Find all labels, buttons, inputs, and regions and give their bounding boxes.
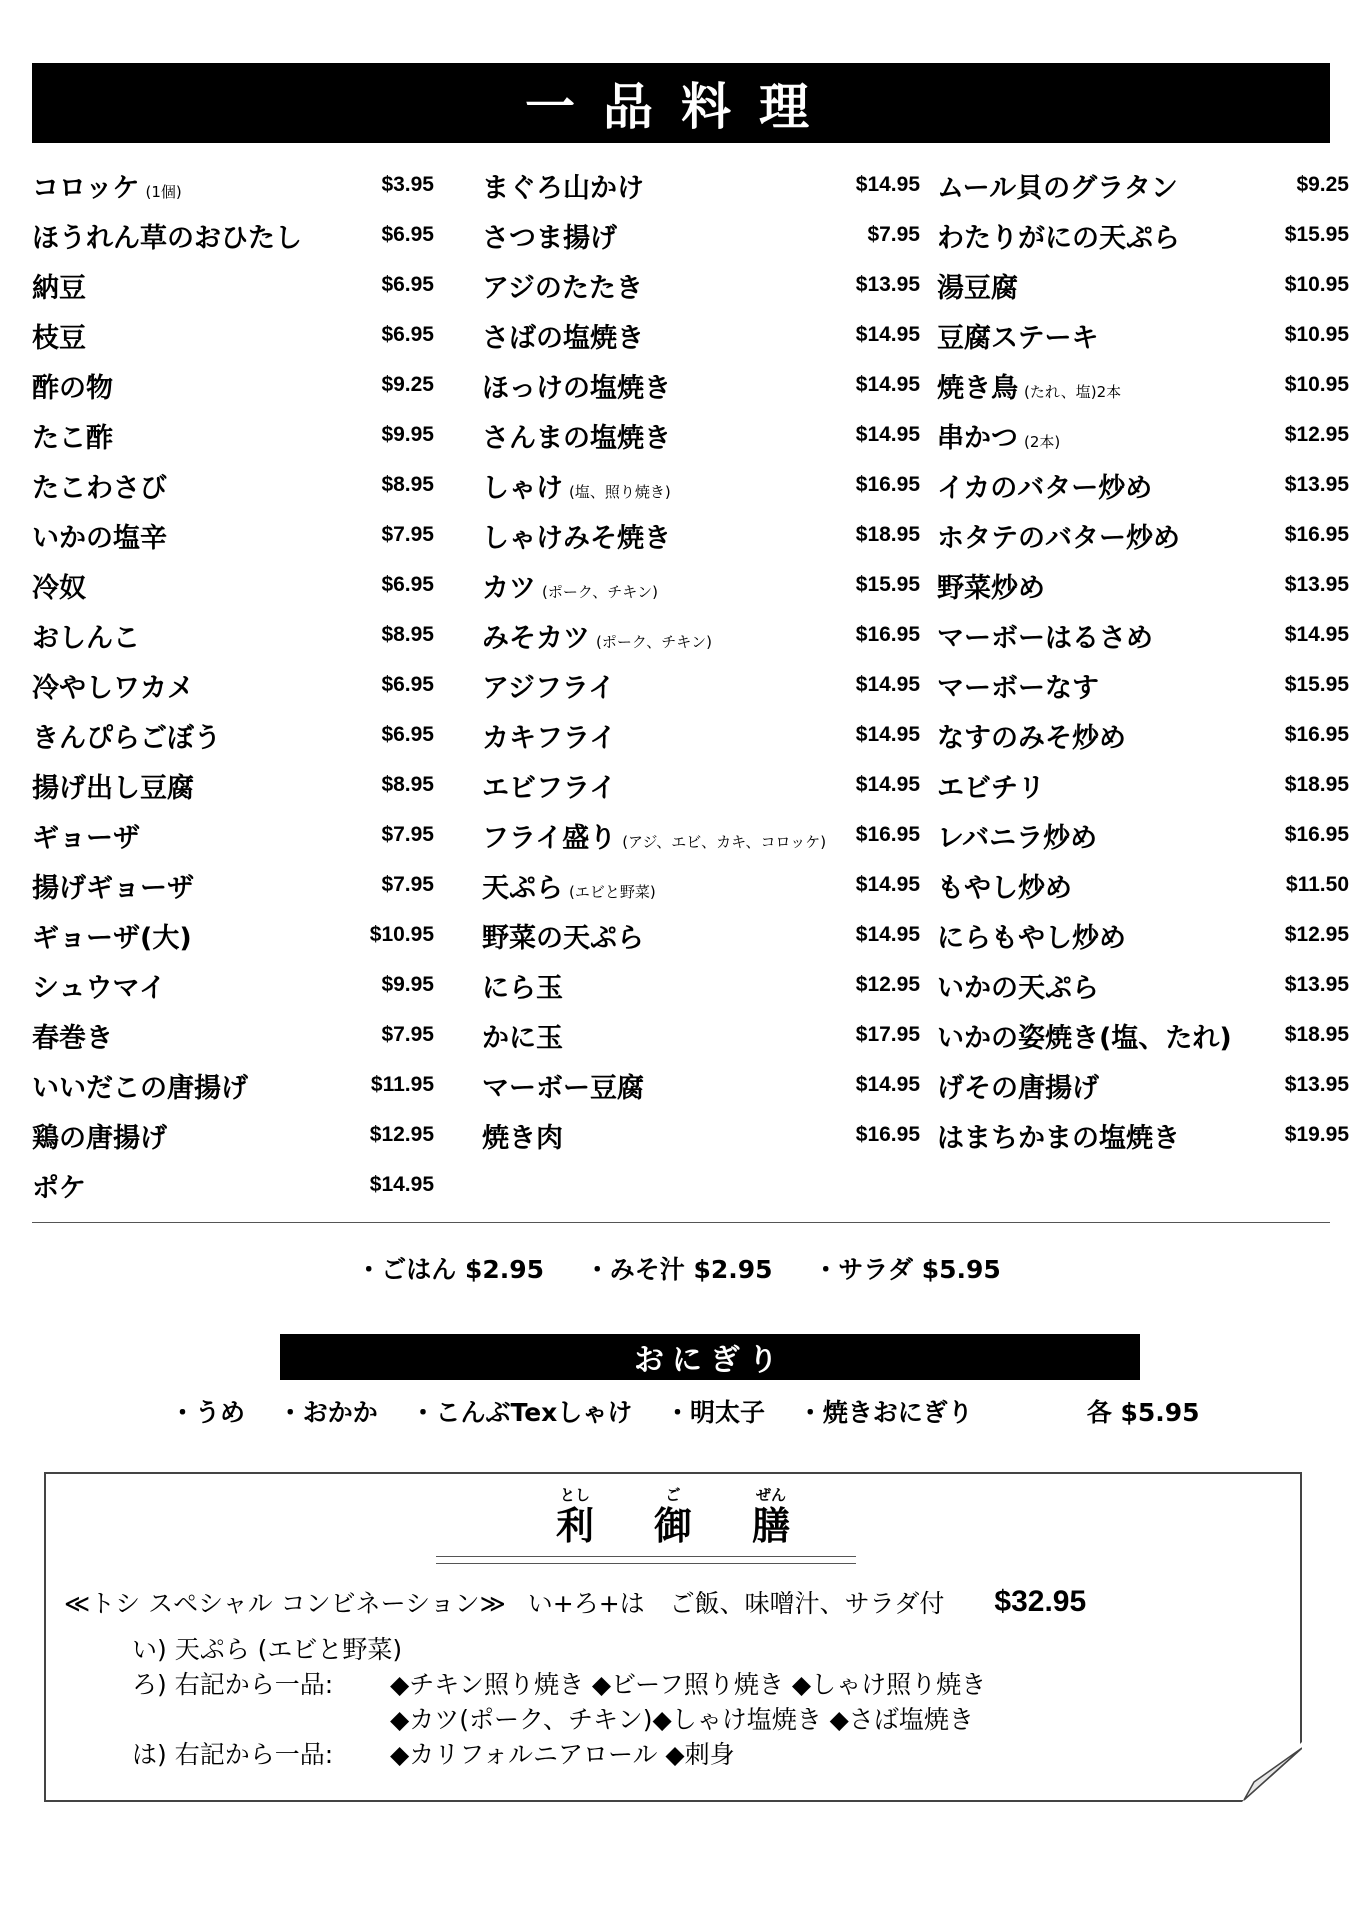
menu-item-price: $18.95	[1284, 773, 1349, 796]
menu-item-price: $17.95	[855, 1023, 920, 1046]
menu-item	[32, 860, 434, 910]
menu-item-price: $12.95	[1284, 423, 1349, 446]
menu-item-name	[482, 1066, 644, 1105]
menu-item	[937, 710, 1349, 760]
menu-item	[32, 1010, 434, 1060]
menu-item-name	[482, 966, 563, 1005]
menu-item-label: 冷奴	[32, 572, 86, 604]
menu-item-name	[32, 366, 113, 405]
menu-item	[937, 260, 1349, 310]
menu-item-name	[937, 816, 1097, 855]
menu-item-name	[937, 266, 1018, 305]
menu-item-price: $9.95	[381, 973, 434, 996]
menu-column-2	[482, 160, 920, 1160]
menu-item-label: ほうれん草のおひたし	[32, 222, 302, 254]
menu-item-name	[482, 866, 656, 905]
menu-item-label: 枝豆	[32, 322, 86, 354]
menu-item-label: 串かつ	[937, 422, 1018, 454]
onigiri-item: ・明太子	[665, 1398, 766, 1427]
menu-item-label: ギョーザ(大)	[32, 922, 192, 954]
menu-item-note: (エビと野菜)	[569, 882, 656, 901]
menu-item-label: 揚げ出し豆腐	[32, 772, 194, 804]
menu-item-price: $7.95	[867, 223, 920, 246]
menu-item-price: $7.95	[381, 823, 434, 846]
onigiri-items	[170, 1393, 997, 1429]
menu-item	[482, 310, 920, 360]
menu-item-name	[32, 966, 166, 1005]
menu-item-name	[937, 616, 1153, 655]
toshi-title	[46, 1484, 1300, 1548]
menu-item-name	[937, 566, 1045, 605]
menu-item	[482, 210, 920, 260]
toshi-title-kanji: 利	[555, 1504, 594, 1548]
menu-item-label: きんぴらごぼう	[32, 722, 221, 754]
menu-item	[482, 1110, 920, 1160]
menu-item-label: さんまの塩焼き	[482, 422, 671, 454]
menu-item-name	[32, 166, 182, 205]
page-curl-icon	[1242, 1742, 1302, 1802]
combo-price: $32.95	[994, 1585, 1087, 1618]
menu-item-price: $14.95	[369, 1173, 434, 1196]
menu-item-price: $6.95	[381, 223, 434, 246]
menu-item-name	[482, 816, 826, 855]
menu-item-note: (塩、照り焼き)	[569, 482, 671, 501]
menu-item-name	[937, 366, 1121, 405]
menu-item-name	[937, 966, 1099, 1005]
menu-item-label: マーボー豆腐	[482, 1072, 644, 1104]
toshi-title-ruby: ご	[665, 1486, 681, 1504]
menu-item-price: $14.95	[855, 923, 920, 946]
menu-item-name	[482, 416, 671, 455]
combo-name: ≪トシ スペシャル コンビネーション≫	[64, 1589, 506, 1618]
menu-item-price: $7.95	[381, 873, 434, 896]
menu-item-label: しゃけみそ焼き	[482, 522, 671, 554]
side-item-miso-soup: ・みそ汁 $2.95	[584, 1255, 773, 1284]
menu-item	[937, 560, 1349, 610]
toshi-title-char	[556, 1484, 594, 1548]
toshi-title-ruby: とし	[559, 1486, 590, 1504]
menu-item	[482, 910, 920, 960]
menu-item	[32, 760, 434, 810]
menu-item-label: にらもやし炒め	[937, 922, 1126, 954]
onigiri-item: ・おかか	[277, 1398, 378, 1427]
menu-item	[937, 410, 1349, 460]
menu-item-label: コロッケ	[32, 172, 140, 204]
menu-item-price: $16.95	[855, 473, 920, 496]
onigiri-item: ・焼きおにぎり	[797, 1398, 973, 1427]
menu-item-price: $16.95	[1284, 723, 1349, 746]
menu-item-label: はまちかまの塩焼き	[937, 1122, 1180, 1154]
toshi-title-char	[752, 1484, 790, 1548]
menu-item	[32, 160, 434, 210]
menu-item-label: いかの天ぷら	[937, 972, 1099, 1004]
menu-item-price: $13.95	[1284, 1073, 1349, 1096]
menu-item-price: $9.25	[1296, 173, 1349, 196]
menu-item-name	[937, 916, 1126, 955]
menu-item-price: $14.95	[855, 723, 920, 746]
combo-line	[64, 1584, 1086, 1620]
menu-item-label: にら玉	[482, 972, 563, 1004]
menu-item-name	[32, 616, 140, 655]
menu-item-price: $9.25	[381, 373, 434, 396]
menu-item-label: ほっけの塩焼き	[482, 372, 671, 404]
menu-item-name	[32, 316, 86, 355]
menu-item-label: 冷やしワカメ	[32, 672, 194, 704]
menu-item-label: たこわさび	[32, 472, 167, 504]
menu-item-price: $14.95	[855, 1073, 920, 1096]
menu-item-price: $8.95	[381, 773, 434, 796]
menu-item-price: $6.95	[381, 273, 434, 296]
menu-item-price: $12.95	[1284, 923, 1349, 946]
menu-item-label: おしんこ	[32, 622, 140, 654]
combo-line-ro-options-2: ◆カツ(ポーク、チキン)◆しゃけ塩焼き ◆さば塩焼き	[390, 1705, 974, 1734]
menu-item-name	[32, 466, 167, 505]
menu-item-label: さばの塩焼き	[482, 322, 644, 354]
menu-item-label: 野菜炒め	[937, 572, 1045, 604]
menu-item	[32, 260, 434, 310]
menu-item-label: 豆腐ステーキ	[937, 322, 1099, 354]
menu-item-label: ギョーザ	[32, 822, 140, 854]
menu-item-name	[32, 766, 194, 805]
menu-item	[482, 160, 920, 210]
menu-item-name	[937, 1116, 1180, 1155]
side-dishes	[0, 1250, 1357, 1286]
menu-item	[937, 760, 1349, 810]
menu-item-label: たこ酢	[32, 422, 113, 454]
menu-item-name	[482, 916, 644, 955]
menu-item	[937, 810, 1349, 860]
menu-item	[32, 810, 434, 860]
menu-item-label: アジのたたき	[482, 272, 643, 304]
menu-item	[482, 1010, 920, 1060]
menu-item-price: $10.95	[369, 923, 434, 946]
menu-item-label: ムール貝のグラタン	[937, 172, 1178, 204]
menu-item	[32, 1160, 434, 1210]
menu-item	[32, 410, 434, 460]
menu-item-name	[937, 1066, 1099, 1105]
menu-item	[482, 510, 920, 560]
menu-item-price: $14.95	[855, 373, 920, 396]
menu-item-name	[937, 1016, 1232, 1055]
menu-item-price: $13.95	[1284, 973, 1349, 996]
toshi-title-kanji: 御	[653, 1504, 692, 1548]
toshi-combination-box	[44, 1472, 1302, 1802]
menu-item-price: $14.95	[855, 673, 920, 696]
menu-item-label: いかの姿焼き(塩、たれ)	[937, 1022, 1232, 1054]
menu-item-name	[937, 216, 1180, 255]
menu-item	[937, 160, 1349, 210]
menu-item-name	[32, 266, 86, 305]
menu-item-price: $18.95	[1284, 1023, 1349, 1046]
menu-item-name	[32, 1116, 167, 1155]
menu-item	[482, 760, 920, 810]
menu-item-price: $6.95	[381, 723, 434, 746]
menu-item	[937, 360, 1349, 410]
menu-item-label: 揚げギョーザ	[32, 872, 194, 904]
menu-item	[482, 410, 920, 460]
menu-item-note: (たれ、塩)2本	[1024, 382, 1122, 401]
menu-item	[32, 1060, 434, 1110]
toshi-title-rule	[436, 1556, 856, 1564]
menu-item-note: (アジ、エビ、カキ、コロッケ)	[622, 832, 827, 851]
menu-item-name	[937, 666, 1099, 705]
menu-item-price: $12.95	[855, 973, 920, 996]
menu-item-price: $3.95	[381, 173, 434, 196]
toshi-title-kanji: 膳	[752, 1504, 791, 1548]
menu-item-name	[937, 766, 1045, 805]
menu-item-name	[32, 1166, 86, 1205]
menu-columns	[32, 160, 1349, 1210]
menu-item-name	[482, 1116, 563, 1155]
menu-item	[32, 360, 434, 410]
menu-item-label: 酢の物	[32, 372, 113, 404]
combo-description: い+ろ+は ご飯、味噌汁、サラダ付	[527, 1589, 945, 1618]
menu-item	[32, 910, 434, 960]
menu-item-note: (2本)	[1024, 432, 1061, 451]
menu-item-name	[32, 566, 86, 605]
combo-line-ro-label: ろ) 右記から一品:	[132, 1670, 334, 1699]
menu-item	[482, 260, 920, 310]
menu-item-name	[32, 866, 194, 905]
menu-item-name	[32, 216, 302, 255]
menu-item	[482, 610, 920, 660]
page-title: 一品料理	[32, 63, 1330, 143]
menu-item	[32, 610, 434, 660]
menu-item	[32, 310, 434, 360]
menu-item-label: かに玉	[482, 1022, 563, 1054]
combo-line-i: い) 天ぷら (エビと野菜)	[132, 1635, 403, 1664]
menu-item-label: 鶏の唐揚げ	[32, 1122, 167, 1154]
onigiri-item: ・こんぶTexしゃけ	[410, 1398, 633, 1427]
menu-item	[32, 460, 434, 510]
menu-item	[32, 710, 434, 760]
menu-item-name	[32, 416, 113, 455]
menu-item-label: しゃけ	[482, 472, 563, 504]
menu-item-label: 焼き鳥	[937, 372, 1018, 404]
menu-item-label: 天ぷら	[482, 872, 563, 904]
menu-column-1	[32, 160, 434, 1210]
menu-item	[937, 660, 1349, 710]
menu-item	[32, 960, 434, 1010]
menu-item-label: なすのみそ炒め	[937, 722, 1126, 754]
menu-item-label: さつま揚げ	[482, 222, 617, 254]
onigiri-line	[170, 1393, 1200, 1429]
menu-item	[937, 960, 1349, 1010]
menu-item-label: 納豆	[32, 272, 86, 304]
menu-item-name	[937, 516, 1180, 555]
menu-item-name	[482, 516, 671, 555]
menu-item-price: $11.50	[1285, 873, 1349, 896]
menu-item	[482, 1060, 920, 1110]
menu-item-note: (ポーク、チキン)	[542, 582, 658, 601]
menu-item	[937, 1110, 1349, 1160]
menu-item-name	[937, 316, 1098, 355]
menu-item-name	[32, 716, 221, 755]
menu-item-label: シュウマイ	[32, 972, 166, 1004]
menu-item-name	[937, 466, 1152, 505]
menu-item-price: $12.95	[369, 1123, 434, 1146]
menu-item-name	[482, 166, 644, 205]
menu-item	[482, 860, 920, 910]
menu-item-label: 焼き肉	[482, 1122, 563, 1154]
menu-item-name	[482, 466, 671, 505]
menu-item	[937, 860, 1349, 910]
menu-item-label: まぐろ山かけ	[482, 172, 644, 204]
menu-item	[32, 210, 434, 260]
menu-item-name	[482, 366, 671, 405]
menu-item-name	[482, 1016, 563, 1055]
menu-item	[32, 510, 434, 560]
menu-item-name	[482, 766, 616, 805]
menu-item-label: カキフライ	[482, 722, 617, 754]
menu-item	[937, 460, 1349, 510]
menu-item-label: いいだこの唐揚げ	[32, 1072, 248, 1104]
menu-item-name	[482, 716, 616, 755]
onigiri-each-price: 各 $5.95	[1086, 1398, 1200, 1427]
menu-item	[482, 560, 920, 610]
menu-column-3	[937, 160, 1349, 1160]
menu-item-price: $13.95	[1284, 573, 1349, 596]
toshi-title-char	[654, 1484, 692, 1548]
menu-item-price: $9.95	[381, 423, 434, 446]
menu-item-price: $14.95	[855, 173, 920, 196]
menu-item	[482, 960, 920, 1010]
menu-item	[937, 510, 1349, 560]
menu-item	[482, 710, 920, 760]
menu-item	[32, 1110, 434, 1160]
menu-item-name	[482, 266, 643, 305]
menu-item-name	[482, 216, 617, 255]
menu-item-price: $6.95	[381, 673, 434, 696]
menu-item-label: カツ	[482, 572, 536, 604]
combo-line-ha-label: は) 右記から一品:	[132, 1740, 334, 1769]
menu-item	[937, 1010, 1349, 1060]
menu-item-name	[482, 316, 644, 355]
menu-item-price: $16.95	[855, 623, 920, 646]
combo-line-ro-options-1: ◆チキン照り焼き ◆ビーフ照り焼き ◆しゃけ照り焼き	[390, 1670, 987, 1699]
menu-item-name	[32, 516, 167, 555]
menu-item-name	[482, 616, 712, 655]
menu-item-price: $16.95	[855, 1123, 920, 1146]
menu-item-label: 湯豆腐	[937, 272, 1018, 304]
menu-item-label: エビフライ	[482, 772, 617, 804]
menu-item-name	[32, 1066, 248, 1105]
menu-item-name	[32, 1016, 113, 1055]
menu-item-price: $16.95	[1284, 523, 1349, 546]
menu-item-label: ホタテのバター炒め	[937, 522, 1180, 554]
menu-item-price: $14.95	[855, 773, 920, 796]
menu-item	[32, 660, 434, 710]
menu-item-price: $14.95	[855, 423, 920, 446]
menu-item-price: $14.95	[1284, 623, 1349, 646]
onigiri-title: おにぎり	[280, 1334, 1140, 1380]
menu-item-label: 春巻き	[32, 1022, 113, 1054]
menu-item-label: 野菜の天ぷら	[482, 922, 644, 954]
menu-item	[482, 810, 920, 860]
menu-item-price: $11.95	[370, 1073, 434, 1096]
menu-item-label: フライ盛り	[482, 822, 617, 854]
menu-item-price: $15.95	[855, 573, 920, 596]
menu-item-price: $7.95	[381, 523, 434, 546]
section-divider	[32, 1222, 1330, 1223]
toshi-title-ruby: ぜん	[756, 1486, 787, 1504]
menu-item-label: わたりがにの天ぷら	[937, 222, 1180, 254]
menu-item-price: $14.95	[855, 873, 920, 896]
menu-item	[937, 310, 1349, 360]
combo-line-ha-options: ◆カリフォルニアロール ◆刺身	[390, 1740, 735, 1769]
menu-item-price: $10.95	[1284, 323, 1349, 346]
menu-item-price: $16.95	[1284, 823, 1349, 846]
menu-item-name	[482, 666, 615, 705]
menu-item-label: マーボーなす	[937, 672, 1099, 704]
menu-item-name	[32, 666, 194, 705]
menu-item-name	[937, 716, 1126, 755]
menu-item-price: $7.95	[381, 1023, 434, 1046]
side-item-rice: ・ごはん $2.95	[356, 1255, 545, 1284]
menu-item-label: レバニラ炒め	[937, 822, 1098, 854]
menu-item-label: アジフライ	[482, 672, 616, 704]
menu-item-label: ポケ	[32, 1172, 86, 1204]
menu-item-price: $19.95	[1284, 1123, 1349, 1146]
menu-item-price: $15.95	[1284, 673, 1349, 696]
menu-item-price: $8.95	[381, 623, 434, 646]
menu-item-price: $10.95	[1284, 273, 1349, 296]
menu-item-price: $6.95	[381, 323, 434, 346]
menu-item-note: (1個)	[145, 182, 182, 201]
menu-item-label: げその唐揚げ	[937, 1072, 1099, 1104]
menu-item	[937, 610, 1349, 660]
menu-item	[937, 910, 1349, 960]
menu-item-label: エビチリ	[937, 772, 1045, 804]
menu-item-price: $13.95	[855, 273, 920, 296]
side-item-salad: ・サラダ $5.95	[813, 1255, 1001, 1284]
menu-item-price: $8.95	[381, 473, 434, 496]
menu-item-name	[32, 916, 192, 955]
menu-item-price: $15.95	[1284, 223, 1349, 246]
menu-item-note: (ポーク、チキン)	[596, 632, 712, 651]
menu-item-label: マーボーはるさめ	[937, 622, 1153, 654]
menu-item-price: $13.95	[1284, 473, 1349, 496]
menu-item-price: $16.95	[855, 823, 920, 846]
menu-item	[32, 560, 434, 610]
menu-item-name	[482, 566, 658, 605]
menu-item-name	[937, 866, 1072, 905]
menu-item	[937, 1060, 1349, 1110]
menu-item-price: $10.95	[1284, 373, 1349, 396]
menu-item-price: $18.95	[855, 523, 920, 546]
menu-item	[482, 460, 920, 510]
menu-item	[482, 660, 920, 710]
menu-item	[937, 210, 1349, 260]
menu-item-price: $6.95	[381, 573, 434, 596]
menu-item-name	[937, 416, 1060, 455]
menu-item-label: いかの塩辛	[32, 522, 167, 554]
menu-item-label: もやし炒め	[937, 872, 1072, 904]
menu-item-name	[32, 816, 140, 855]
onigiri-item: ・うめ	[170, 1398, 246, 1427]
menu-item-name	[937, 166, 1178, 205]
menu-item	[482, 360, 920, 410]
menu-item-label: イカのバター炒め	[937, 472, 1153, 504]
menu-item-label: みそカツ	[482, 622, 590, 654]
menu-item-price: $14.95	[855, 323, 920, 346]
